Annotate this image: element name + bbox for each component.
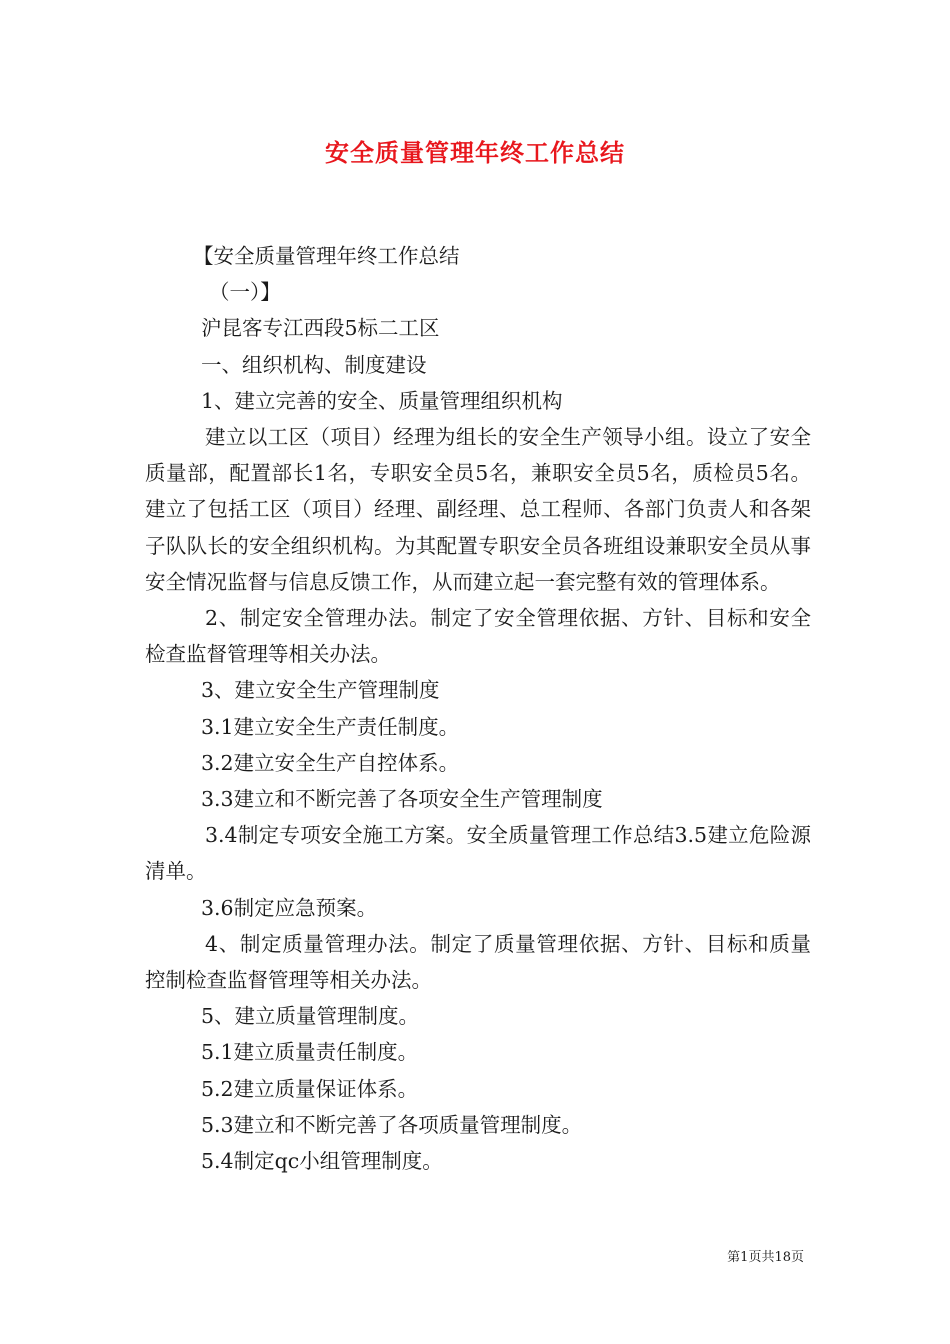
paragraph-heading-line1: 【安全质量管理年终工作总结 — [193, 244, 460, 268]
paragraph-item-5-2: 5.2建立质量保证体系。 — [201, 1076, 419, 1101]
paragraph-item-4: 4、制定质量管理办法。制定了质量管理依据、方针、目标和质量控制检查监督管理等相关办法。 — [145, 931, 811, 993]
paragraph-item-2: 2、制定安全管理办法。制定了安全管理依据、方针、目标和安全检查监督管理等相关办法。 — [145, 606, 811, 667]
paragraph-item-3-4: 3.4制定专项安全施工方案。安全质量管理工作总结3.5建立危险源清单。 — [145, 823, 811, 884]
paragraph-item-3-6: 3.6制定应急预案。 — [201, 895, 378, 920]
document-title: 安全质量管理年终工作总结 — [325, 139, 625, 167]
paragraph-item-3-2: 3.2建立安全生产自控体系。 — [201, 750, 460, 775]
page-number-footer: 第1页共18页 — [727, 1250, 804, 1265]
paragraph-item-1: 1、建立完善的安全、质量管理组织机构 — [201, 388, 563, 413]
paragraph-section-location: 沪昆客专江西段5标二工区 — [201, 316, 440, 341]
paragraph-item-3: 3、建立安全生产管理制度 — [201, 678, 440, 703]
paragraph-item-3-3: 3.3建立和不断完善了各项安全生产管理制度 — [201, 787, 603, 812]
paragraph-item-5-3: 5.3建立和不断完善了各项质量管理制度。 — [201, 1112, 583, 1137]
document-body — [145, 238, 811, 1179]
paragraph-item-5: 5、建立质量管理制度。 — [201, 1004, 420, 1029]
paragraph-item-3-1: 3.1建立安全生产责任制度。 — [201, 714, 460, 739]
paragraph-item-5-4: 5.4制定qc小组管理制度。 — [201, 1149, 443, 1174]
paragraph-item-5-1: 5.1建立质量责任制度。 — [201, 1040, 419, 1065]
paragraph-org-structure: 建立以工区（项目）经理为组长的安全生产领导小组。设立了安全质量部，配置部长1名，专职安全员5名，兼职安全员5名，质检员5名。建立了包括工区（项目）经理、副经理、总工程师、各部门负责人和各架子队队长的安全组织机构。为其配置专职安全员各班组设兼职安全员从事安全情况监督与信息反馈工作，从而建立起一套完整有效的管理体系。 — [145, 425, 811, 594]
paragraph-section-1: 一、组织机构、制度建设 — [201, 352, 427, 377]
paragraph-heading-line2: （一）】 — [209, 280, 281, 305]
